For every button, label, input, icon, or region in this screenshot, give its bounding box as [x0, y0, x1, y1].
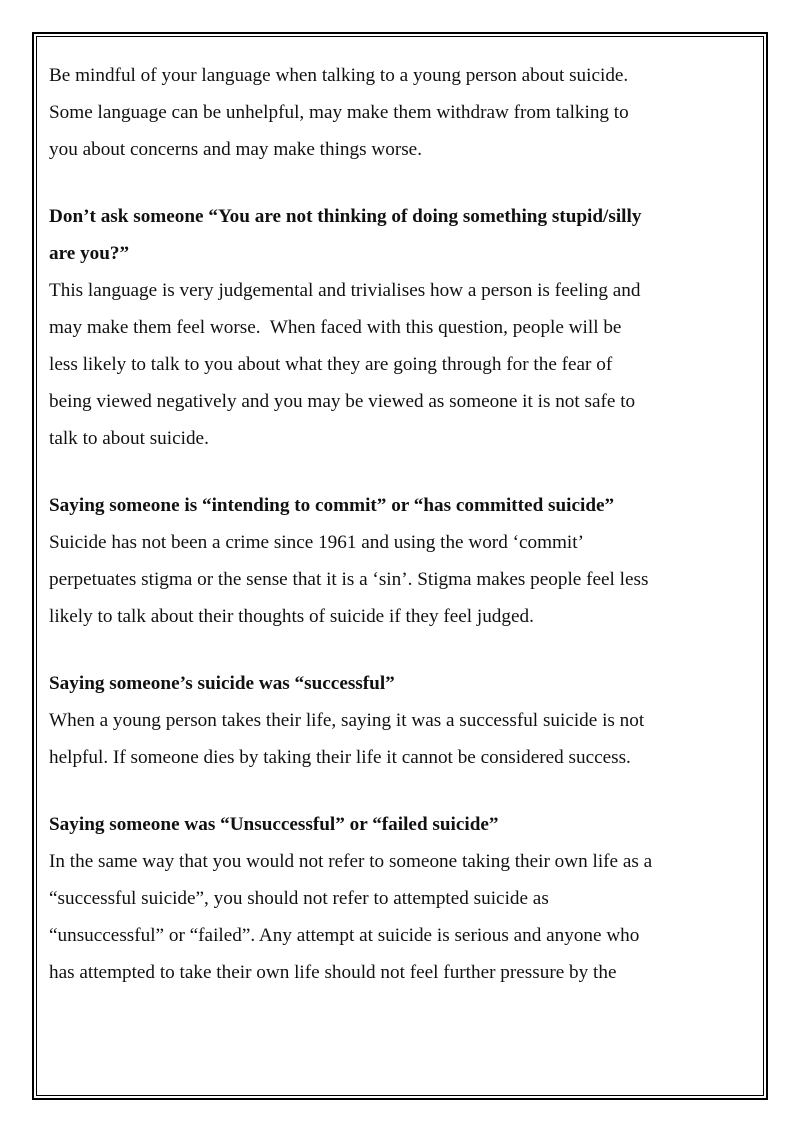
section-heading: [49, 198, 739, 272]
section-body: [49, 524, 739, 635]
body-line: perpetuates stigma or the sense that it is a ‘sin’. Stigma makes people feel less: [49, 569, 649, 590]
section-successful: [49, 665, 739, 776]
body-line: When a young person takes their life, saying it was a successful suicide is not: [49, 710, 645, 731]
heading-line: Saying someone is “intending to commit” or “has committed suicide”: [49, 495, 615, 516]
section-body: [49, 702, 739, 776]
body-line: may make them feel worse. When faced with this question, people will be: [49, 317, 622, 338]
paragraph-gap: [49, 635, 739, 665]
section-commit-suicide: [49, 487, 739, 635]
page-border: [32, 32, 768, 1100]
section-unsuccessful: [49, 806, 739, 991]
body-line: being viewed negatively and you may be viewed as someone it is not safe to: [49, 391, 636, 412]
heading-line: Saying someone’s suicide was “successful”: [49, 673, 395, 694]
section-heading: [49, 487, 739, 524]
intro-line: you about concerns and may make things worse.: [49, 139, 422, 160]
page-border-inner: [36, 36, 764, 1096]
body-line: talk to about suicide.: [49, 428, 209, 449]
section-heading: [49, 806, 739, 843]
paragraph-gap: [49, 776, 739, 806]
body-line: has attempted to take their own life should not feel further pressure by the: [49, 962, 617, 983]
heading-line: are you?”: [49, 243, 130, 264]
section-heading: [49, 665, 739, 702]
section-body: [49, 272, 739, 457]
body-line: “successful suicide”, you should not refer to attempted suicide as: [49, 888, 549, 909]
body-line: less likely to talk to you about what they are going through for the fear of: [49, 354, 613, 375]
intro-line: Be mindful of your language when talking to a young person about suicide.: [49, 65, 629, 86]
heading-line: Saying someone was “Unsuccessful” or “failed suicide”: [49, 814, 499, 835]
body-line: “unsuccessful” or “failed”. Any attempt at suicide is serious and anyone who: [49, 925, 640, 946]
document-body: [49, 57, 739, 991]
section-body: [49, 843, 739, 991]
paragraph-gap: [49, 168, 739, 198]
body-line: likely to talk about their thoughts of suicide if they feel judged.: [49, 606, 534, 627]
section-stupid-silly: [49, 198, 739, 457]
paragraph-gap: [49, 457, 739, 487]
body-line: Suicide has not been a crime since 1961 and using the word ‘commit’: [49, 532, 584, 553]
body-line: In the same way that you would not refer to someone taking their own life as a: [49, 851, 653, 872]
body-line: This language is very judgemental and trivialises how a person is feeling and: [49, 280, 641, 301]
intro-line: Some language can be unhelpful, may make them withdraw from talking to: [49, 102, 629, 123]
intro-paragraph: [49, 57, 739, 168]
body-line: helpful. If someone dies by taking their life it cannot be considered success.: [49, 747, 631, 768]
heading-line: Don’t ask someone “You are not thinking of doing something stupid/silly: [49, 206, 642, 227]
